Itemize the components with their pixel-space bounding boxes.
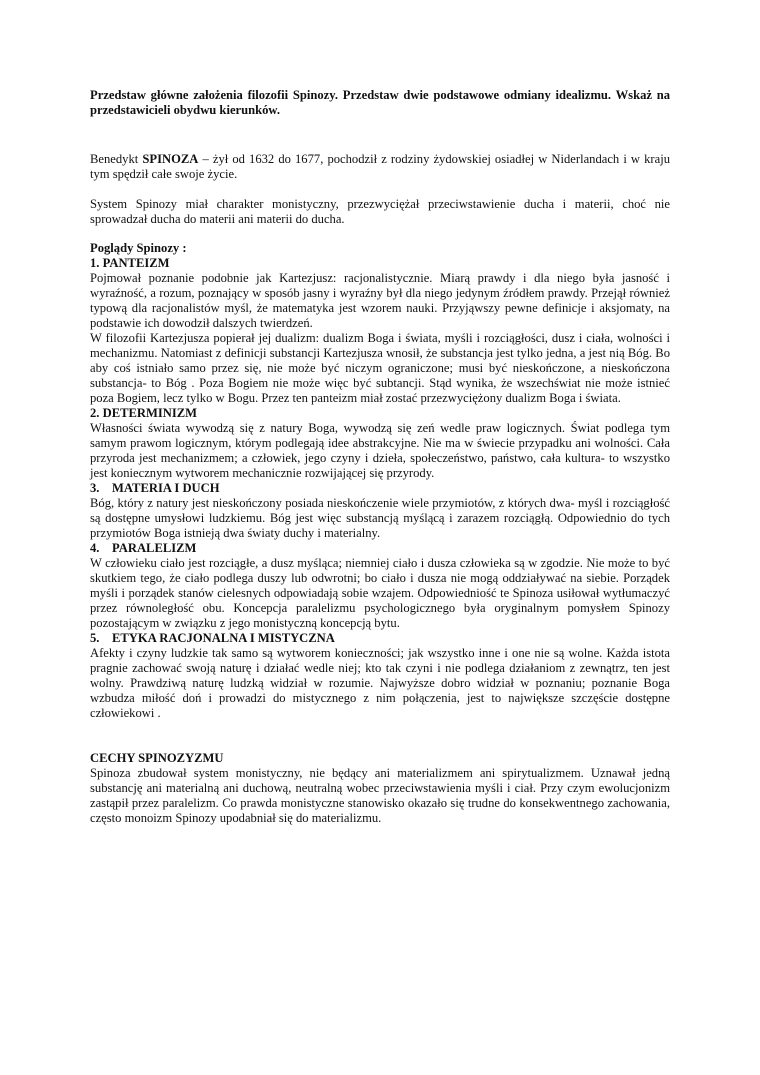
- question-heading: Przedstaw główne założenia filozofii Spinozy. Przedstaw dwie podstawowe odmiany idealizmu. Wskaż na przedstawicieli obydwu kierunków.: [90, 88, 670, 117]
- intro-paragraph: [90, 152, 670, 182]
- section-heading-determinizm: 2. DETERMINIZM: [90, 406, 198, 420]
- cechy-paragraph: Spinoza zbudował system monistyczny, nie będący ani materializmem ani spirytualizmem. Uznawał jedną substancję ani materialną ani duchową, neutralną wobec przeciwstawienia myśli i ciał. Przy czym ewolucjonizm zastąpił przez paralelizm. Co prawda monistyczne stanowisko okazało się trudne do konsekwentnego zachowania, często monoizm Spinozy upodabniał się do materializmu.: [90, 766, 670, 825]
- section-heading-etyka: [90, 631, 670, 646]
- spinoza-name: SPINOZA: [142, 152, 199, 166]
- section-paragraph: Bóg, który z natury jest nieskończony posiada nieskończenie wiele przymiotów, z których dwa- myśl i rozciągłość są dostępne umysłowi ludzkiemu. Bóg jest więc substancją myślącą i zarazem rozciągłą. Odpowiednio do tych przymiotów Boga istnieją dwa światy duchy i materialny.: [90, 496, 670, 540]
- section-title: ETYKA RACJONALNA I MISTYCZNA: [112, 631, 335, 645]
- section-heading-paralelizm: [90, 541, 670, 556]
- section-paragraph: Pojmował poznanie podobnie jak Kartezjusz: racjonalistycznie. Miarą prawdy i dla niego była jasność i wyraźność, a rozum, poznający w sposób jasny i wyraźny był dla niego jedynym źródłem prawdy. Przejął również typową dla racjonalistów myśl, że matematyka jest wzorem nauki. Przyjąwszy pewne definicje i aksjomaty, na podstawie ich dowodził dalszych twierdzeń.: [90, 271, 670, 330]
- section-heading-materia-i-duch: [90, 481, 670, 496]
- section-paragraph: W człowieku ciało jest rozciągłe, a dusz myśląca; niemniej ciało i dusza człowieka są w zgodzie. Nie może to być skutkiem tego, że ciało podlega duszy lub odwrotni; bo ciało i dusza nie mogą oddziaływać na siebie. Porządek myśli i porządek stanów cielesnych odpowiadają sobie wzajem. Odpowiedniość te Spinoza usiłował wytłumaczyć przez równoległość obu. Koncepcja paralelizmu psychologicznego była oryginalnym pomysłem Spinozy pozostającym w związku z jego monistyczną koncepcją bytu.: [90, 556, 670, 630]
- section-paragraph: W filozofii Kartezjusza popierał jej dualizm: dualizm Boga i świata, myśli i rozciągłości, dusz i ciała, wolności i mechanizmu. Natomiast z definicji substancji Kartezjusza wnosił, że substancja jest tylko jedna, a jest nią Bóg. Bo aby coś istniało samo przez się, nie może być niczym ograniczone; musi być nieskończone, a nieskończona substancja- to Bóg . Poza Bogiem nie może więc być subtancji. Stąd wynika, że wszechświat nie może istnieć poza Bogiem, lecz tylko w Bogu. Przez ten panteizm miał zostać przezwyciężony dualizm Boga i świata.: [90, 331, 670, 405]
- section-number: 3.: [90, 481, 100, 495]
- section-paragraph: Afekty i czyny ludzkie tak samo są wytworem konieczności; jak wszystko inne i one nie są wolne. Każda istota pragnie zachować swoją naturę i działać wedle niej; kto tak czyni i nie podlega działaniom z zewnątrz, ten jest wolny. Prawdziwą naturę ludzką widział w rozumie. Najwyższe dobro widział w poznaniu; poznanie Boga wzbudza miłość doń i prowadzi do mistycznego z nim połączenia, jest to największe szczęście dostępne człowiekowi .: [90, 646, 670, 720]
- section-number: 5.: [90, 631, 100, 645]
- section-title: MATERIA I DUCH: [112, 481, 220, 495]
- intro-prefix: Benedykt: [90, 152, 143, 166]
- cechy-heading: CECHY SPINOZYZMU: [90, 751, 224, 765]
- system-paragraph: System Spinozy miał charakter monistyczny, przezwyciężał przeciwstawienie ducha i materii, choć nie sprowadzał ducha do materii ani materii do ducha.: [90, 197, 670, 226]
- section-number: 4.: [90, 541, 100, 555]
- spacer: [90, 721, 670, 751]
- section-title: PARALELIZM: [112, 541, 197, 555]
- section-paragraph: Własności świata wywodzą się z natury Boga, wywodzą się zeń wedle praw logicznych. Świat podlega tym samym prawom logicznym, którym podlegają idee abstrakcyjne. Nie ma w świecie przypadku ani wolności. Cała przyroda jest mechanizmem; a człowiek, jego czyny i dzieła, społeczeństwo, państwo, cała kultura- to wszystko jest koniecznym wytworem mechanicznie rozwijającej się przyrody.: [90, 421, 670, 480]
- intro-rest: – żył od 1632 do 1677, pochodził z rodziny żydowskiej osiadłej w Niderlandach i w kraju tym spędził całe swoje życie.: [90, 152, 670, 181]
- views-heading: Poglądy Spinozy :: [90, 241, 187, 255]
- section-heading-panteizm: 1. PANTEIZM: [90, 256, 170, 270]
